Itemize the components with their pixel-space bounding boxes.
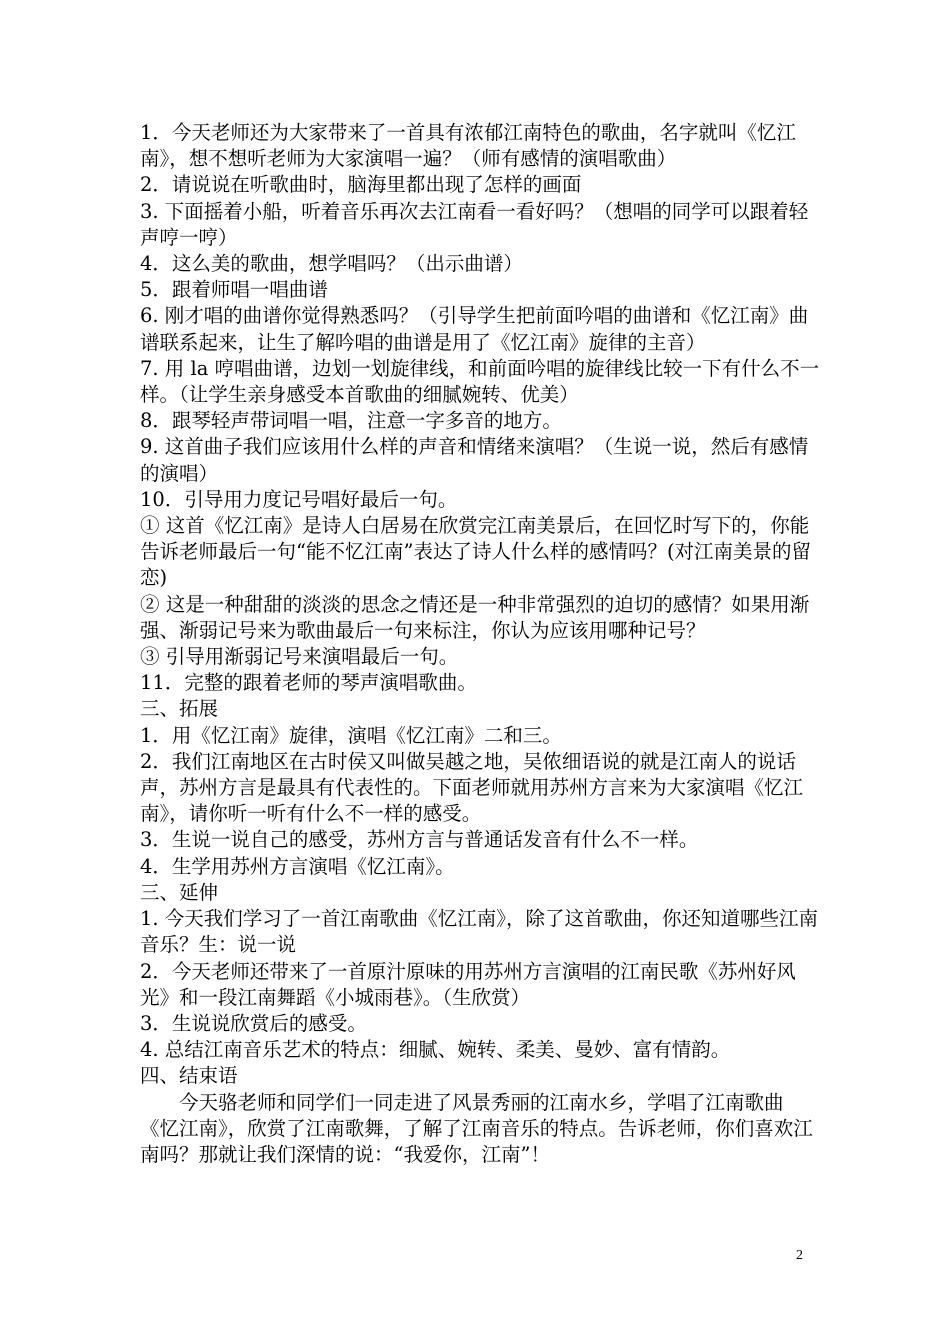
- paragraph-8: 8．跟琴轻声带词唱一唱，注意一字多音的地方。: [140, 409, 562, 433]
- paragraph-11: 11．完整的跟着老师的琴声演唱歌曲。: [140, 671, 477, 695]
- paragraph-3: 3. 下面摇着小船，听着音乐再次去江南看一看好吗？（想唱的同学可以跟着轻声哼一哼）: [140, 199, 809, 249]
- extension-item-3: 3．生说说欣赏后的感受。: [140, 1011, 367, 1035]
- paragraph-4: 4．这么美的歌曲，想学唱吗？（出示曲谱）: [140, 252, 523, 276]
- paragraph-10-1: ① 这首《忆江南》是诗人白居易在欣赏完江南美景后，在回忆时写下的，你能告诉老师最后一句“能不忆江南”表达了诗人什么样的感情吗？(对江南美景的留恋): [140, 514, 812, 590]
- paragraph-10: 10．引导用力度记号唱好最后一句。: [140, 487, 458, 511]
- section-heading-extension: 三、延伸: [140, 880, 219, 904]
- conclusion-paragraph: 今天骆老师和同学们一同走进了风景秀丽的江南水乡，学唱了江南歌曲《忆江南》，欣赏了江南歌舞，了解了江南音乐的特点。告诉老师，你们喜欢江南吗？那就让我们深情的说：“我爱你，江南”！: [140, 1090, 813, 1166]
- document-body: [140, 120, 820, 1168]
- expansion-item-4: 4．生学用苏州方言演唱《忆江南》。: [140, 854, 455, 878]
- paragraph-1: 1．今天老师还为大家带来了一首具有浓郁江南特色的歌曲，名字就叫《忆江南》，想不想听老师为大家演唱一遍？（师有感情的演唱歌曲）: [140, 121, 796, 171]
- extension-item-2: 2．今天老师还带来了一首原汁原味的用苏州方言演唱的江南民歌《苏州好风光》和一段江南舞蹈《小城雨巷》。（生欣赏）: [140, 959, 796, 1009]
- paragraph-10-3: ③ 引导用渐弱记号来演唱最后一句。: [140, 645, 459, 669]
- extension-item-4: 4. 总结江南音乐艺术的特点：细腻、婉转、柔美、曼妙、富有情韵。: [140, 1038, 731, 1062]
- expansion-item-2: 2．我们江南地区在古时侯又叫做吴越之地，吴侬细语说的就是江南人的说话声，苏州方言是最具有代表性的。下面老师就用苏州方言来为大家演唱《忆江南》，请你听一听有什么不一样的感受。: [140, 749, 804, 826]
- expansion-item-3: 3．生说一说自己的感受，苏州方言与普通话发音有什么不一样。: [140, 828, 699, 852]
- paragraph-9: 9. 这首曲子我们应该用什么样的声音和情绪来演唱？（生说一说，然后有感情的演唱）: [140, 435, 809, 485]
- page-number: 2: [796, 1248, 803, 1263]
- paragraph-7: 7. 用 la 哼唱曲谱，边划一划旋律线，和前面吟唱的旋律线比较一下有什么不一样。（让学生亲身感受本首歌曲的细腻婉转、优美）: [140, 356, 820, 407]
- paragraph-6: 6. 刚才唱的曲谱你觉得熟悉吗？（引导学生把前面吟唱的曲谱和《忆江南》曲谱联系起来，让生了解吟唱的曲谱是用了《忆江南》旋律的主音）: [140, 304, 809, 354]
- extension-item-1: 1. 今天我们学习了一首江南歌曲《忆江南》，除了这首歌曲，你还知道哪些江南音乐？生：说一说: [140, 907, 819, 957]
- section-heading-conclusion: 四、结束语: [140, 1064, 238, 1088]
- paragraph-2: 2．请说说在听歌曲时，脑海里都出现了怎样的画面: [140, 173, 582, 197]
- paragraph-5: 5．跟着师唱一唱曲谱: [140, 278, 328, 302]
- paragraph-10-2: ② 这是一种甜甜的淡淡的思念之情还是一种非常强烈的迫切的感情？如果用渐强、渐弱记号来为歌曲最后一句来标注，你认为应该用哪种记号？: [140, 592, 810, 642]
- section-heading-expansion: 三、拓展: [140, 697, 219, 721]
- expansion-item-1: 1．用《忆江南》旋律，演唱《忆江南》二和三。: [140, 723, 562, 747]
